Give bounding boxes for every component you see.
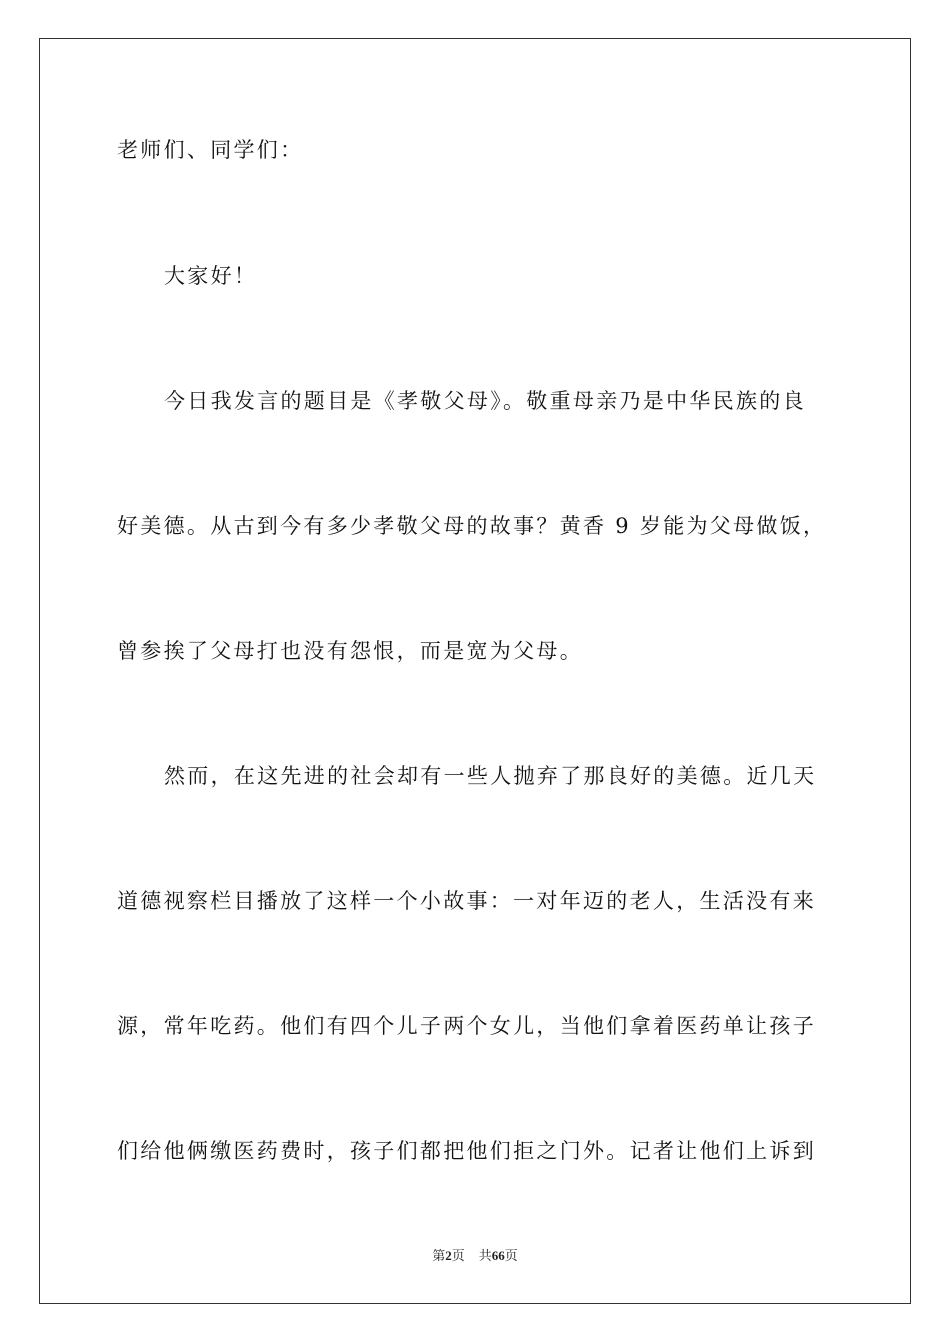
total-prefix: 共	[478, 1249, 492, 1264]
body-text-line: 们给他俩缴医药费时，孩子们都把他们拒之门外。记者让他们上诉到	[117, 1139, 816, 1163]
page-prefix: 第	[432, 1249, 446, 1264]
total-pages: 66	[491, 1248, 505, 1263]
page-footer	[0, 1247, 950, 1266]
total-suffix: 页	[504, 1249, 518, 1264]
body-text-line: 好美德。从古到今有多少孝敬父母的故事？黄香 9 岁能为父母做饭，	[117, 514, 827, 538]
greeting-line: 大家好！	[164, 264, 258, 288]
page-number: 2	[445, 1248, 452, 1263]
page-suffix: 页	[451, 1249, 465, 1264]
page-border	[39, 38, 911, 1304]
body-text-line: 今日我发言的题目是《孝敬父母》。敬重母亲乃是中华民族的良	[164, 389, 806, 413]
body-text-line: 曾参挨了父母打也没有怨恨，而是宽为父母。	[117, 639, 583, 663]
body-text-line: 然而，在这先进的社会却有一些人抛弃了那良好的美德。近几天	[164, 764, 817, 788]
body-text-line: 源，常年吃药。他们有四个儿子两个女儿，当他们拿着医药单让孩子	[117, 1014, 816, 1038]
salutation-line: 老师们、同学们：	[117, 138, 304, 162]
body-text-line: 道德视察栏目播放了这样一个小故事：一对年迈的老人，生活没有来	[117, 889, 816, 913]
